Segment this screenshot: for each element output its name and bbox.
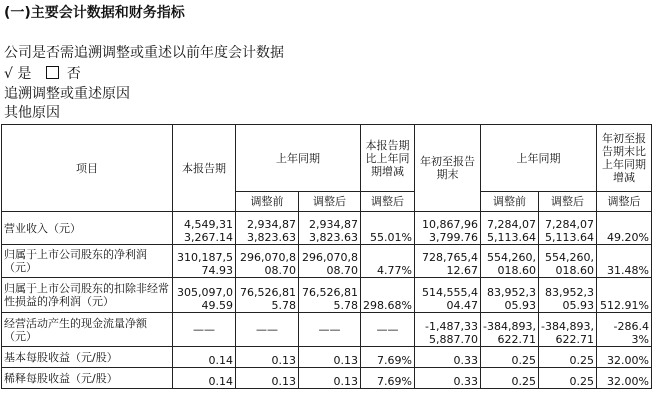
cell-prior-before: 2,934,873,823.63 bbox=[236, 212, 299, 245]
cell-prior-after: 2,934,873,823.63 bbox=[299, 212, 361, 245]
table-row bbox=[2, 313, 652, 347]
cell-change: 298.68% bbox=[361, 278, 415, 313]
table-row bbox=[2, 347, 652, 368]
header-row-1 bbox=[2, 125, 652, 192]
header-ytd-after-adjustment: 调整后 bbox=[597, 192, 652, 212]
cell-prior-after: 0.13 bbox=[299, 347, 361, 368]
cell-prior-after: 0.13 bbox=[299, 368, 361, 389]
table-row bbox=[2, 212, 652, 245]
cell-prior-before: 76,526,815.78 bbox=[236, 278, 299, 313]
header-pct-after-adjustment: 调整后 bbox=[361, 192, 415, 212]
retro-question: 公司是否需追溯调整或重述以前年度会计数据 bbox=[4, 45, 284, 61]
cell-ytd-prior-after: 83,952,305.93 bbox=[539, 278, 597, 313]
cell-ytd-prior-after: 554,260,018.60 bbox=[539, 245, 597, 278]
check-mark: √ bbox=[4, 66, 13, 82]
cell-change: 7.69% bbox=[361, 368, 415, 389]
cell-prior-before: 0.13 bbox=[236, 347, 299, 368]
cell-change: 4.77% bbox=[361, 245, 415, 278]
section-title: (一)主要会计数据和财务指标 bbox=[4, 5, 185, 21]
header-prior-year: 上年同期 bbox=[236, 125, 361, 192]
cell-change: 55.01% bbox=[361, 212, 415, 245]
cell-ytd-change: -286.43% bbox=[597, 313, 652, 347]
header-prior-year-2: 上年同期 bbox=[481, 125, 597, 192]
cell-ytd-change: 49.20% bbox=[597, 212, 652, 245]
header-period-change: 本报告期比上年同期增减 bbox=[361, 125, 415, 192]
row-label: 基本每股收益（元/股） bbox=[2, 347, 173, 368]
unchecked-box-icon bbox=[46, 66, 59, 79]
cell-ytd-change: 32.00% bbox=[597, 347, 652, 368]
option-yes-label: 是 bbox=[17, 66, 32, 82]
cell-ytd: 0.33 bbox=[415, 347, 481, 368]
row-label: 经营活动产生的现金流量净额（元） bbox=[2, 313, 173, 347]
header-ytd-change: 年初至报告期末比上年同期增减 bbox=[597, 125, 652, 192]
cell-change: 7.69% bbox=[361, 347, 415, 368]
cell-prior-before: 0.13 bbox=[236, 368, 299, 389]
row-label: 归属于上市公司股东的净利润（元） bbox=[2, 245, 173, 278]
cell-prior-before: —— bbox=[236, 313, 299, 347]
cell-ytd-change: 512.91% bbox=[597, 278, 652, 313]
row-label: 归属于上市公司股东的扣除非经常性损益的净利润（元） bbox=[2, 278, 173, 313]
cell-ytd-prior-before: 7,284,075,113.64 bbox=[481, 212, 539, 245]
row-label: 稀释每股收益（元/股） bbox=[2, 368, 173, 389]
retro-reason-label: 追溯调整或重述原因 bbox=[4, 86, 130, 102]
header-after-adjustment-2: 调整后 bbox=[539, 192, 597, 212]
header-item: 项目 bbox=[2, 125, 173, 212]
cell-ytd-change: 31.48% bbox=[597, 245, 652, 278]
cell-current: 4,549,313,267.14 bbox=[173, 212, 236, 245]
header-current-period: 本报告期 bbox=[173, 125, 236, 212]
cell-prior-after: 296,070,808.70 bbox=[299, 245, 361, 278]
financial-data-table bbox=[1, 124, 652, 389]
cell-current: 0.14 bbox=[173, 368, 236, 389]
cell-prior-after: —— bbox=[299, 313, 361, 347]
cell-ytd-prior-before: 0.25 bbox=[481, 347, 539, 368]
cell-change: —— bbox=[361, 313, 415, 347]
cell-ytd: 514,555,404.47 bbox=[415, 278, 481, 313]
cell-ytd-prior-before: 0.25 bbox=[481, 368, 539, 389]
header-before-adjustment: 调整前 bbox=[236, 192, 299, 212]
cell-ytd-prior-after: 0.25 bbox=[539, 368, 597, 389]
header-before-adjustment-2: 调整前 bbox=[481, 192, 539, 212]
row-label: 营业收入（元） bbox=[2, 212, 173, 245]
cell-current: 305,097,049.59 bbox=[173, 278, 236, 313]
cell-ytd-prior-before: 554,260,018.60 bbox=[481, 245, 539, 278]
cell-ytd-prior-before: 83,952,305.93 bbox=[481, 278, 539, 313]
cell-ytd: 0.33 bbox=[415, 368, 481, 389]
header-ytd: 年初至报告期末 bbox=[415, 125, 481, 212]
table-row bbox=[2, 368, 652, 389]
cell-ytd: 728,765,412.67 bbox=[415, 245, 481, 278]
option-no-label: 否 bbox=[66, 66, 81, 82]
cell-current: 0.14 bbox=[173, 347, 236, 368]
cell-prior-after: 76,526,815.78 bbox=[299, 278, 361, 313]
cell-ytd-change: 32.00% bbox=[597, 368, 652, 389]
table-row bbox=[2, 278, 652, 313]
cell-ytd-prior-after: 7,284,075,113.64 bbox=[539, 212, 597, 245]
cell-ytd: -1,487,335,887.70 bbox=[415, 313, 481, 347]
header-after-adjustment: 调整后 bbox=[299, 192, 361, 212]
cell-ytd-prior-after: 0.25 bbox=[539, 347, 597, 368]
cell-current: 310,187,574.93 bbox=[173, 245, 236, 278]
table-row bbox=[2, 245, 652, 278]
cell-current: —— bbox=[173, 313, 236, 347]
cell-ytd: 10,867,963,799.76 bbox=[415, 212, 481, 245]
cell-ytd-prior-before: -384,893,622.71 bbox=[481, 313, 539, 347]
cell-ytd-prior-after: -384,893,622.71 bbox=[539, 313, 597, 347]
other-reason: 其他原因 bbox=[4, 105, 60, 121]
cell-prior-before: 296,070,808.70 bbox=[236, 245, 299, 278]
retro-options bbox=[4, 63, 81, 83]
